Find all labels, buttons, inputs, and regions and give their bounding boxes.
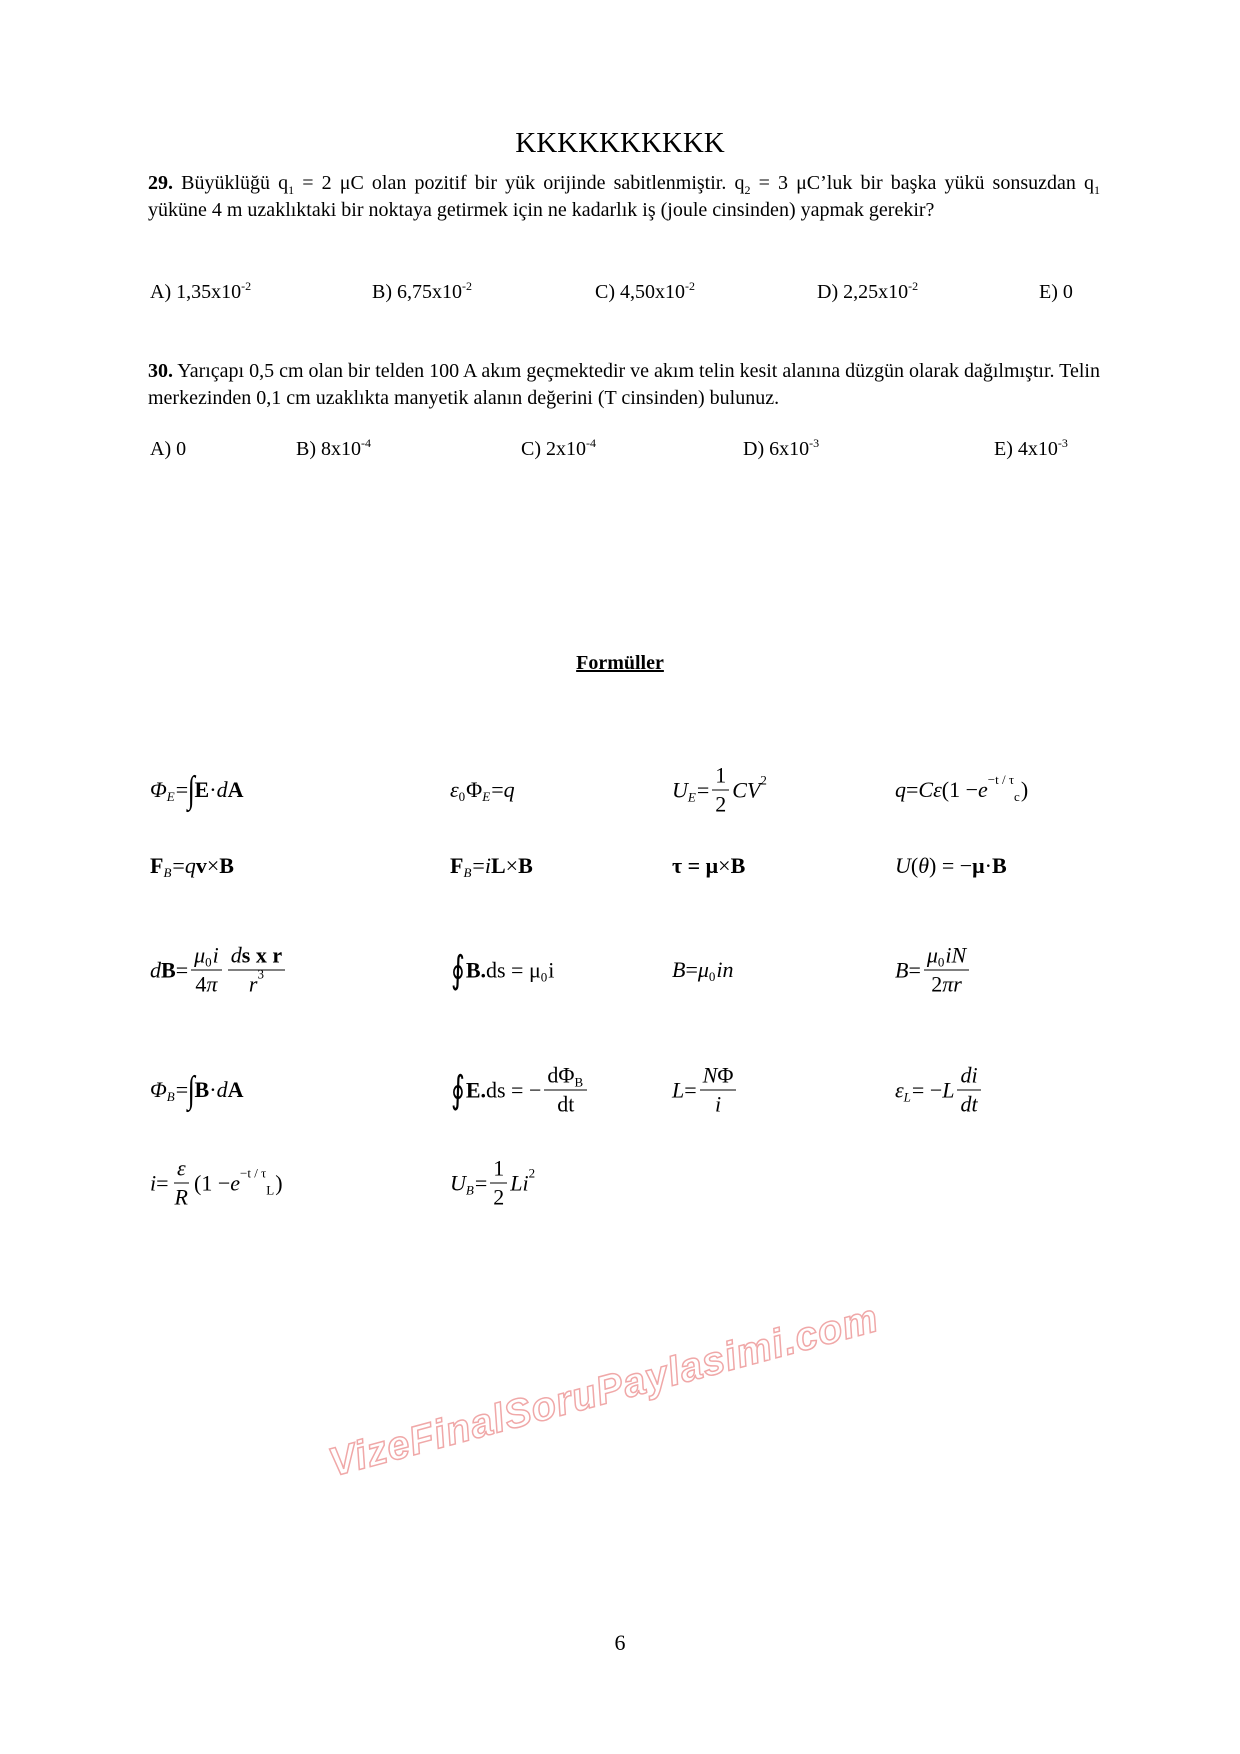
- formula-term: i: [150, 1170, 157, 1195]
- formula-term: d: [216, 777, 228, 802]
- formula-term: i: [715, 1091, 722, 1117]
- subscript: 1: [1094, 183, 1100, 197]
- formula: [150, 1068, 243, 1112]
- numerator: [924, 943, 969, 971]
- question-text: yüküne 4 m uzaklıktaki bir noktaya getirmek için ne kadarlık iş (joule cinsinden) yapmak gerekir?: [148, 199, 935, 221]
- formula-term: B: [574, 1074, 584, 1090]
- option-text: E) 4x10: [994, 438, 1058, 460]
- formula-term: 2: [931, 971, 943, 997]
- formula-term: −t / τ: [240, 1165, 267, 1180]
- formula: [450, 948, 554, 993]
- formula-term: q: [503, 777, 515, 802]
- formula-term: E: [482, 789, 491, 804]
- formula-term: i: [212, 942, 219, 968]
- numerator: [712, 763, 729, 791]
- denominator: [928, 971, 965, 998]
- formula: [895, 1063, 984, 1118]
- formula-term: μ: [194, 942, 206, 968]
- formula-term: A: [227, 777, 244, 802]
- formula-term: πr: [942, 971, 962, 997]
- formula-term: =: [472, 853, 485, 878]
- denominator: [172, 1184, 191, 1211]
- formula-term: dΦ: [547, 1062, 575, 1088]
- fraction: [490, 1156, 507, 1211]
- option-d: [743, 438, 819, 461]
- formula-term: (1 −: [941, 777, 978, 802]
- formula: [672, 957, 734, 983]
- formula-term: ds = μ: [486, 957, 541, 982]
- formula-term: U: [895, 853, 911, 878]
- formula-term: B: [161, 957, 176, 982]
- page-header-title: KKKKKKKKKK: [515, 127, 725, 159]
- formula-term: Φ: [150, 777, 167, 802]
- formula-term: 2: [760, 772, 767, 787]
- denominator: [490, 1184, 507, 1211]
- formula-term: 2: [528, 1165, 536, 1180]
- formula-term: 1: [493, 1155, 505, 1181]
- question-30: [148, 358, 1100, 412]
- option-text: D) 6x10: [743, 438, 810, 460]
- formula-term: ·: [209, 1077, 217, 1102]
- option-text: B) 8x10: [296, 438, 361, 460]
- formula-term: A: [227, 1077, 244, 1102]
- formulas-heading: Formüller: [576, 652, 664, 674]
- formula-term: ε: [176, 1155, 186, 1181]
- formula-term: ds = −: [486, 1077, 542, 1102]
- formula-term: R: [174, 1184, 188, 1210]
- formula-term: =: [175, 957, 189, 982]
- fraction: [191, 943, 222, 998]
- option-text: C) 2x10: [521, 438, 586, 460]
- denominator: [957, 1091, 980, 1118]
- option-e: [994, 438, 1068, 461]
- formula: [150, 768, 243, 812]
- formula-term: L: [490, 853, 506, 878]
- formula-term: e: [978, 777, 988, 802]
- formula-term: dt: [960, 1091, 978, 1117]
- question-29: [148, 170, 1100, 224]
- formula-term: 0: [205, 954, 212, 970]
- formula-term: Φ: [466, 777, 483, 802]
- option-d: [817, 281, 918, 304]
- formula-term: d: [150, 957, 161, 982]
- formula: [450, 777, 515, 803]
- formula-term: (: [910, 853, 919, 878]
- option-exponent: -2: [462, 279, 472, 293]
- formula-term: E: [166, 789, 175, 804]
- subscript: 2: [744, 183, 751, 197]
- formula-term: Cε: [918, 777, 942, 802]
- formula: [672, 1063, 739, 1118]
- formula-term: U: [450, 1170, 466, 1195]
- formula-term: ): [1020, 777, 1029, 802]
- formula-term: =: [474, 1170, 488, 1195]
- formula: [150, 943, 288, 998]
- formula-term: N: [702, 1062, 718, 1088]
- formula-term: v: [195, 853, 207, 878]
- formula-term: B: [895, 957, 909, 982]
- formula-term: 0: [937, 954, 945, 970]
- fraction: [544, 1063, 587, 1118]
- option-text: B) 6,75x10: [372, 281, 462, 303]
- formula-term: B.: [465, 957, 486, 982]
- option-text: A) 1,35x10: [150, 281, 242, 303]
- denominator: [246, 966, 267, 998]
- subscript: 1: [288, 183, 295, 197]
- page-number: 6: [614, 1630, 626, 1655]
- option-text: E) 0: [1039, 281, 1073, 303]
- formula-term: r: [248, 971, 258, 997]
- question-text: = 3 μC’luk bir başka yükü sonsuzdan q: [750, 172, 1094, 194]
- formula-term: =: [906, 777, 919, 802]
- option-exponent: -2: [241, 279, 252, 293]
- option-b: [296, 438, 371, 461]
- formula: [150, 1156, 283, 1211]
- numerator: [700, 1063, 737, 1091]
- question-text: = 2 μC olan pozitif bir yük orijinde sabitlenmiştir. q: [294, 172, 745, 194]
- formula-term: in: [716, 957, 734, 982]
- formula-term: ) = −: [929, 853, 973, 878]
- formula: [450, 1156, 535, 1211]
- numerator: [191, 943, 222, 971]
- formula-term: B: [991, 853, 1007, 878]
- option-text: A) 0: [150, 438, 187, 460]
- option-exponent: -3: [1057, 436, 1068, 450]
- fraction: [172, 1156, 191, 1211]
- formula-term: q: [895, 777, 906, 802]
- option-a: [150, 438, 186, 461]
- fraction: [924, 943, 969, 998]
- question-number: 30.: [148, 360, 173, 382]
- fraction: [700, 1063, 737, 1118]
- formula-term: iN: [945, 942, 967, 968]
- option-exponent: -4: [586, 436, 596, 450]
- formula-term: 2: [493, 1184, 505, 1210]
- formula: [895, 943, 972, 998]
- formula-term: ×: [505, 853, 519, 878]
- formula-term: τ = μ: [672, 853, 719, 878]
- integral-sign: ∮: [450, 949, 465, 992]
- question-number: 29.: [148, 172, 173, 194]
- option-c: [595, 281, 695, 304]
- formula-term: ε: [895, 1077, 904, 1102]
- option-a: [150, 281, 251, 304]
- formula-term: B: [463, 865, 472, 880]
- formula-term: =: [684, 1077, 697, 1102]
- formula-term: μ: [926, 942, 938, 968]
- formula-term: =: [696, 777, 710, 802]
- option-exponent: -3: [809, 436, 820, 450]
- formula-term: B: [219, 853, 234, 878]
- option-exponent: -2: [685, 279, 695, 293]
- formula-term: B: [465, 1182, 474, 1197]
- formula-term: =: [685, 957, 698, 982]
- formula-term: d: [230, 942, 242, 968]
- question-text: Yarıçapı 0,5 cm olan bir telden 100 A akım geçmektedir ve akım telin kesit alanına düzgün olarak dağılmıştır. Telin merkezinden 0,1 cm uzaklıkta manyetik alanın değerini (T cinsinden) bulunuz.: [148, 360, 1100, 409]
- numerator: [174, 1156, 189, 1184]
- formula-term: ×: [206, 853, 220, 878]
- formula-term: =: [175, 1077, 189, 1102]
- denominator: [712, 1091, 724, 1118]
- formula-term: c: [1014, 789, 1020, 804]
- formula-term: Li: [510, 1170, 529, 1195]
- formula-term: 0: [458, 789, 466, 804]
- formula-term: L: [672, 1077, 685, 1102]
- option-exponent: -4: [361, 436, 371, 450]
- formula-term: 3: [257, 966, 264, 982]
- question-text: Büyüklüğü q: [181, 172, 289, 194]
- watermark: VizeFinalSoruPaylasimi.com: [324, 1296, 884, 1486]
- numerator: [957, 1063, 980, 1091]
- formula-term: L: [942, 1077, 955, 1102]
- formula-term: CV: [732, 777, 761, 802]
- formula-term: 0: [708, 969, 716, 984]
- formula-term: 2: [715, 791, 727, 817]
- formula: [672, 853, 745, 879]
- option-exponent: -2: [908, 279, 919, 293]
- formula-term: 4: [195, 971, 207, 997]
- fraction: [228, 943, 285, 998]
- formula-term: μ: [697, 957, 709, 982]
- option-b: [372, 281, 472, 304]
- formula-term: ε: [450, 777, 459, 802]
- fraction: [957, 1063, 980, 1118]
- formula-term: E.: [465, 1077, 486, 1102]
- fraction: [712, 763, 729, 818]
- formula: [450, 853, 533, 879]
- formula-term: B: [730, 853, 746, 878]
- formula-term: μ: [972, 853, 985, 878]
- formula-term: 0: [540, 969, 548, 984]
- formula-term: =: [172, 853, 185, 878]
- formula-term: d: [216, 1077, 228, 1102]
- formula-term: =: [908, 957, 921, 982]
- formula-term: dt: [557, 1091, 575, 1117]
- numerator: [544, 1063, 587, 1091]
- formula-term: i: [548, 957, 555, 982]
- formula-term: F: [450, 853, 464, 878]
- formula-term: di: [960, 1062, 978, 1088]
- formula-term: B: [194, 1077, 210, 1102]
- formula: [895, 772, 1029, 804]
- formula-term: −t / τ: [987, 772, 1015, 787]
- formula-term: i: [484, 853, 491, 878]
- formula-term: E: [687, 789, 696, 804]
- formula-term: L: [266, 1182, 275, 1197]
- formula-term: ·: [984, 853, 992, 878]
- formula-term: F: [150, 853, 164, 878]
- formula-term: e: [230, 1170, 240, 1195]
- option-text: C) 4,50x10: [595, 281, 685, 303]
- formula-term: ×: [718, 853, 731, 878]
- formula-term: ·: [209, 777, 217, 802]
- integral-sign: ∮: [450, 1069, 465, 1112]
- formula-term: B: [672, 957, 686, 982]
- formula-term: B: [163, 865, 172, 880]
- formula-term: (1 −: [194, 1170, 231, 1195]
- formula: [672, 763, 767, 818]
- formula: [895, 853, 1007, 879]
- formula: [450, 1063, 590, 1118]
- formula-term: ): [275, 1170, 283, 1195]
- numerator: [490, 1156, 507, 1184]
- formula-term: B: [518, 853, 533, 878]
- formula-term: U: [672, 777, 688, 802]
- formula-term: π: [206, 971, 218, 997]
- formula-term: =: [491, 777, 504, 802]
- formula-term: q: [184, 853, 196, 878]
- formula-term: =: [175, 777, 189, 802]
- formula-term: = −: [911, 1077, 943, 1102]
- formula-term: Φ: [150, 1077, 167, 1102]
- formula-term: =: [156, 1170, 169, 1195]
- option-text: D) 2,25x10: [817, 281, 909, 303]
- formula-term: L: [903, 1089, 911, 1104]
- formula-term: Φ: [717, 1062, 734, 1088]
- option-c: [521, 438, 596, 461]
- integral-sign: ∫: [187, 769, 195, 811]
- numerator: [228, 943, 285, 971]
- denominator: [712, 791, 729, 818]
- formula-term: 1: [715, 762, 727, 788]
- formula-term: s x r: [241, 942, 283, 968]
- option-e: [1039, 281, 1073, 304]
- formula: [150, 853, 234, 879]
- formula-term: B: [166, 1089, 175, 1104]
- formula-term: θ: [918, 853, 930, 878]
- integral-sign: ∫: [187, 1069, 195, 1111]
- formula-term: E: [194, 777, 210, 802]
